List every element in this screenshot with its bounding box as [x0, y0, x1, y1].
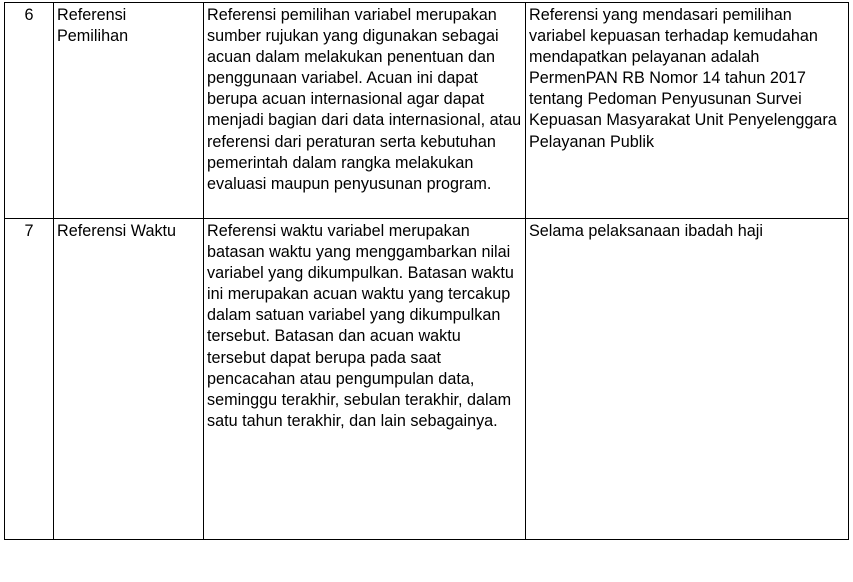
attribute-name-cell	[54, 3, 204, 219]
table-row	[5, 3, 849, 219]
attribute-value: Selama pelaksanaan ibadah haji	[529, 222, 763, 240]
variable-metadata-table	[4, 2, 849, 540]
attribute-name: Referensi Waktu	[57, 222, 177, 240]
attribute-definition: Referensi waktu variabel merupakan batasan waktu yang menggambarkan nilai variabel yang dikumpulkan. Batasan waktu ini merupakan acuan waktu yang tercakup dalam satuan variabel yang dikumpulkan tersebut. Batasan dan acuan waktu tersebut dapat berupa pada saat pencacahan atau pengumpulan data, seminggu terakhir, sebulan terakhir, dalam satu tahun terakhir, dan lain sebagainya.	[207, 222, 514, 430]
attribute-definition-cell	[204, 219, 526, 540]
row-number-cell	[5, 3, 54, 219]
attribute-value-cell	[526, 3, 849, 219]
attribute-name: Referensi Pemilihan	[57, 6, 129, 46]
row-number: 7	[24, 222, 34, 240]
attribute-value-cell	[526, 219, 849, 540]
attribute-value: Referensi yang mendasari pemilihan variabel kepuasan terhadap kemudahan mendapatkan pelayanan adalah PermenPAN RB Nomor 14 tahun 2017 tentang Pedoman Penyusunan Survei Kepuasan Masyarakat Unit Penyelenggara Pelayanan Publik	[529, 6, 837, 151]
attribute-definition-cell	[204, 3, 526, 219]
row-number: 6	[24, 6, 34, 24]
attribute-name-cell	[54, 219, 204, 540]
table-row	[5, 219, 849, 540]
row-number-cell	[5, 219, 54, 540]
attribute-definition: Referensi pemilihan variabel merupakan sumber rujukan yang digunakan sebagai acuan dalam melakukan penentuan dan penggunaan variabel. Acuan ini dapat berupa acuan internasional agar dapat menjadi bagian dari data internasional, atau referensi dari peraturan serta kebutuhan pemerintah dalam rangka melakukan evaluasi maupun penyusunan program.	[207, 6, 522, 193]
